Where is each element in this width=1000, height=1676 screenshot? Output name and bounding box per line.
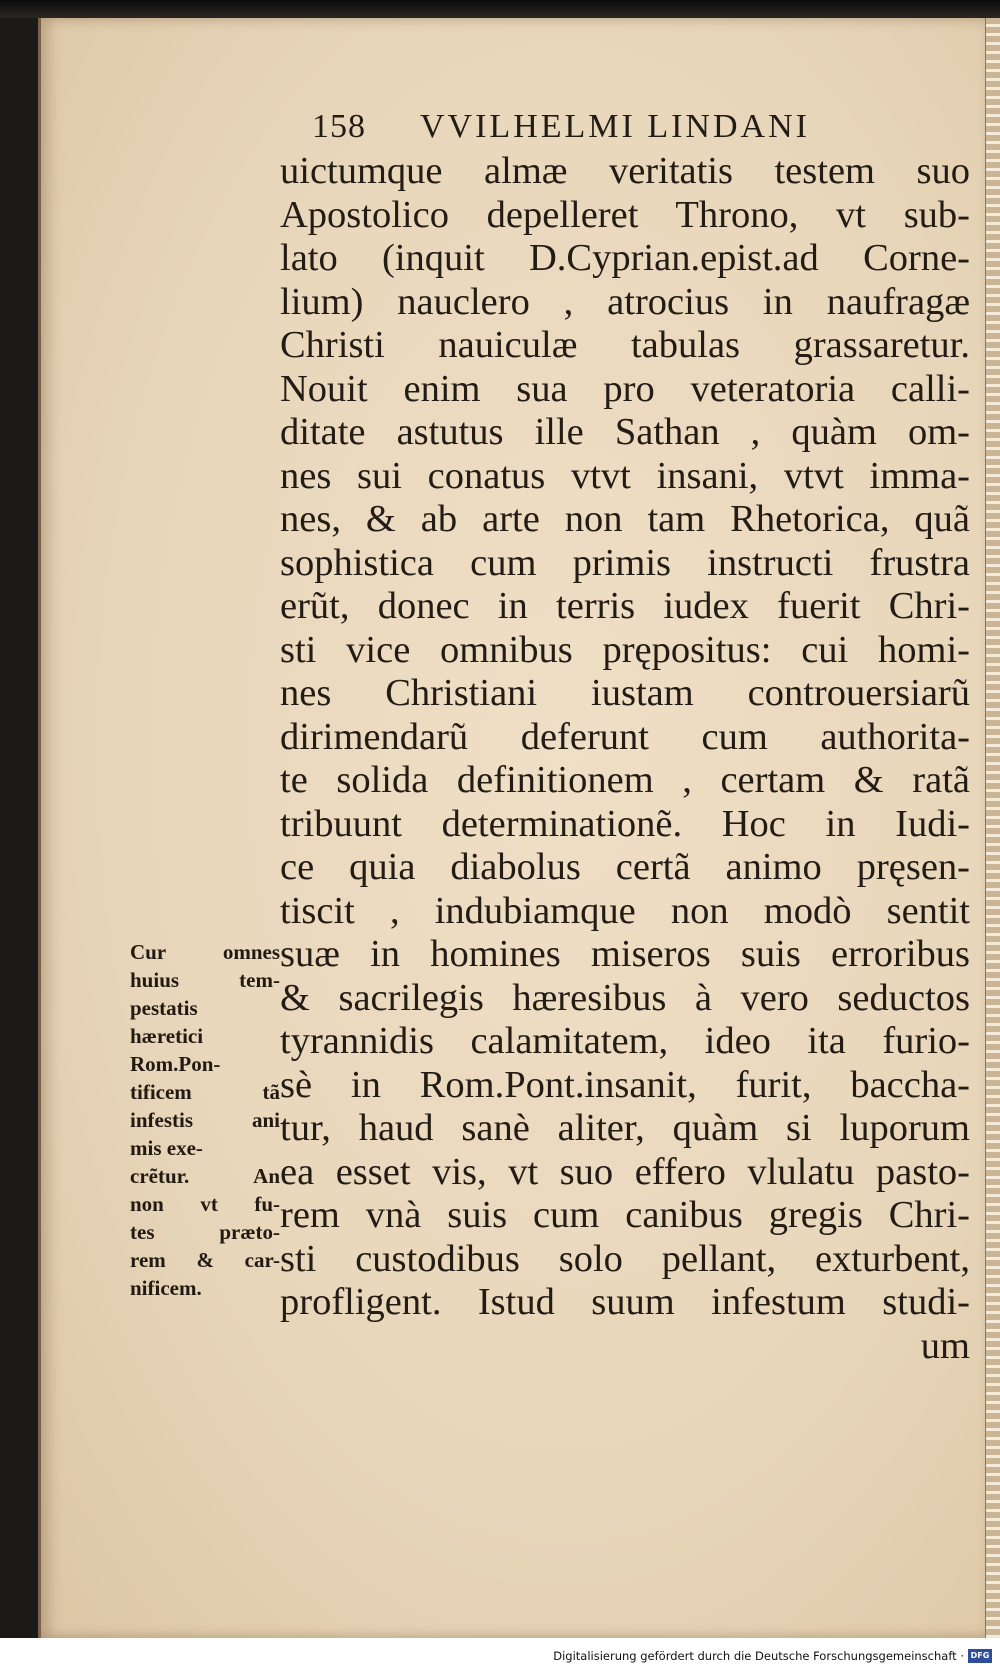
text-line: dirimendarũ deferunt cum authorita- [280, 715, 970, 758]
marginal-note [130, 938, 280, 1302]
running-head: VVILHELMI LINDANI [420, 108, 810, 145]
page-stack-edge [985, 18, 1000, 1638]
marginal-note-line: mis exe- [130, 1136, 203, 1160]
text-line: uictumque almæ veritatis testem suo [280, 150, 970, 192]
dfg-logo: DFG [968, 1649, 992, 1663]
text-line: suæ in homines miseros suis erroribus [280, 933, 970, 975]
text-line: ce quia diabolus certã animo pręsen- [280, 846, 970, 888]
text-line: erũt, donec in terris iudex fuerit Chri- [280, 585, 970, 627]
marginal-note-line: pestatis [130, 996, 198, 1020]
text-line: nes, & ab arte non tam Rhetorica, quã [280, 498, 970, 540]
text-line: nes Christiani iustam controuersiarũ [280, 672, 970, 714]
text-line: profligent. Istud suum infestum studi- [280, 1281, 970, 1323]
marginal-note-line: rem & car- [130, 1248, 280, 1272]
text-line: lium) nauclero , atrocius in naufragæ [280, 280, 970, 323]
text-line: nes sui conatus vtvt insani, vtvt imma- [280, 454, 970, 497]
page-header [270, 108, 910, 152]
text-line: sophistica cum primis instructi frustra [280, 541, 970, 584]
text-line: Apostolico depelleret Throno, vt sub- [280, 193, 970, 236]
marginal-note-line: crẽtur. An [130, 1164, 280, 1188]
catchword-line: um [920, 1324, 970, 1367]
text-line: & sacrilegis hæresibus à vero seductos [280, 976, 970, 1019]
text-line: sti custodibus solo pellant, exturbent, [280, 1237, 970, 1280]
marginal-note-line: infestis ani [130, 1108, 280, 1132]
text-line: tyrannidis calamitatem, ideo ita furio- [280, 1020, 970, 1062]
page-number: 158 [312, 108, 366, 145]
main-text-block [280, 150, 970, 1368]
marginal-note-line: nificem. [130, 1276, 202, 1300]
marginal-note-line: hæretici [130, 1024, 204, 1048]
text-line: Nouit enim sua pro veteratoria calli- [280, 367, 970, 410]
funding-credit: Digitalisierung gefördert durch die Deutsche Forschungsgemeinschaft · [553, 1649, 964, 1663]
text-line: sè in Rom.Pont.insanit, furit, baccha- [280, 1063, 970, 1106]
marginal-note-line: non vt fu- [130, 1192, 280, 1216]
text-line: tribuunt determinationẽ. Hoc in Iudi- [280, 802, 970, 845]
marginal-note-line: Rom.Pon- [130, 1052, 221, 1076]
text-line: ditate astutus ille Sathan , quàm om- [280, 411, 970, 453]
text-line: ea esset vis, vt suo effero vlulatu pasto- [280, 1150, 970, 1193]
scan-top-edge [0, 0, 1000, 18]
text-line: tur, haud sanè aliter, quàm si luporum [280, 1107, 970, 1149]
digitization-footer [0, 1638, 1000, 1676]
text-line: Christi nauiculæ tabulas grassaretur. [280, 324, 970, 366]
marginal-note-line: huius tem- [130, 968, 280, 992]
marginal-note-line: tificem tã [130, 1080, 280, 1104]
text-line: te solida definitionem , certam & ratã [280, 759, 970, 801]
text-line: rem vnà suis cum canibus gregis Chri- [280, 1194, 970, 1236]
text-line: lato (inquit D.Cyprian.epist.ad Corne- [280, 237, 970, 279]
text-line: sti vice omnibus prępositus: cui homi- [280, 628, 970, 671]
text-line: tiscit , indubiamque non modò sentit [280, 889, 970, 932]
marginal-note-line: Cur omnes [130, 940, 280, 964]
marginal-note-line: tes præto- [130, 1220, 280, 1244]
